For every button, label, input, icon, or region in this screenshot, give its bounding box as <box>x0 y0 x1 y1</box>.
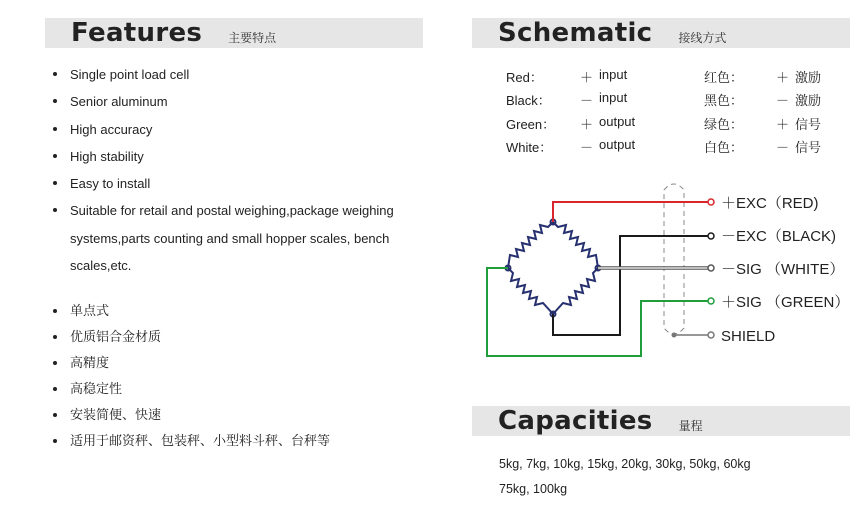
wire-black <box>553 236 709 335</box>
legend-role-cn: 信号 <box>795 140 822 155</box>
terminal-exc-minus-icon <box>708 233 714 239</box>
capacities-values <box>499 452 839 502</box>
capacities-title: Capacities <box>498 406 653 436</box>
legend-role-cn: 激励 <box>795 93 822 108</box>
bullet-icon <box>53 208 57 212</box>
legend-sign: ＋ <box>580 70 594 85</box>
schematic-header <box>472 18 850 48</box>
list-item: Senior aluminum <box>52 88 412 115</box>
terminal-sig-plus-icon <box>708 298 714 304</box>
bullet-icon <box>53 72 57 76</box>
features-subtitle: 主要特点 <box>228 31 277 45</box>
resistor-top-left <box>508 222 553 268</box>
legend-color-cn: 红色： <box>704 70 744 85</box>
list-item: 适用于邮资秤、包装秤、小型料斗秤、台秤等 <box>52 428 330 454</box>
list-item: 高精度 <box>52 350 330 376</box>
legend-sign-cn: － <box>776 93 790 108</box>
wire-label-sig-minus: －SIG （WHITE） <box>721 261 845 278</box>
resistor-bottom-right <box>553 268 598 314</box>
list-item: 优质铝合金材质 <box>52 324 330 350</box>
list-item: Easy to install <box>52 170 412 197</box>
terminal-shield-icon <box>708 332 714 338</box>
resistor-bottom-left <box>508 268 553 314</box>
bullet-icon <box>53 361 57 365</box>
features-list-en <box>52 61 412 279</box>
capacities-line-1: 5kg, 7kg, 10kg, 15kg, 20kg, 30kg, 50kg, 60kg <box>499 457 751 471</box>
bullet-icon <box>53 309 57 313</box>
list-item: 安装简便、快速 <box>52 402 330 428</box>
list-item: Single point load cell <box>52 61 412 88</box>
legend-sign-cn: ＋ <box>776 117 790 132</box>
bullet-icon <box>53 387 57 391</box>
bullet-icon <box>53 439 57 443</box>
wire-label-exc-plus: ＋EXC（RED) <box>721 195 819 212</box>
capacities-header <box>472 406 850 436</box>
legend-color-cn: 绿色： <box>704 117 744 132</box>
bullet-icon <box>53 413 57 417</box>
capacities-subtitle: 量程 <box>678 419 703 433</box>
legend-color: Green： <box>506 117 556 132</box>
legend-color: Black： <box>506 93 551 108</box>
bullet-icon <box>53 99 57 103</box>
legend-sign: － <box>580 93 594 108</box>
wire-label-sig-plus: ＋SIG （GREEN） <box>721 294 850 311</box>
legend-role: input <box>599 90 628 105</box>
bullet-icon <box>53 335 57 339</box>
legend-role-cn: 激励 <box>795 70 822 85</box>
list-item: Suitable for retail and postal weighing,package weighing systems,parts counting and small hopper scales, bench scales,etc. <box>52 197 412 279</box>
bullet-icon <box>53 127 57 131</box>
legend-sign-cn: ＋ <box>776 70 790 85</box>
legend-role-cn: 信号 <box>795 117 822 132</box>
resistor-top-right <box>553 222 598 268</box>
schematic-subtitle: 接线方式 <box>678 31 727 45</box>
list-item: 单点式 <box>52 298 330 324</box>
legend-color-cn: 黑色： <box>704 93 744 108</box>
terminal-sig-minus-icon <box>708 265 714 271</box>
bullet-icon <box>53 181 57 185</box>
list-item: High accuracy <box>52 116 412 143</box>
bullet-icon <box>53 154 57 158</box>
features-title: Features <box>71 18 203 48</box>
wheatstone-bridge <box>506 220 601 317</box>
features-header <box>45 18 423 48</box>
list-item: High stability <box>52 143 412 170</box>
features-list-cn <box>52 298 330 454</box>
wire-label-exc-minus: －EXC（BLACK) <box>721 228 837 245</box>
legend-sign: ＋ <box>580 117 594 132</box>
schematic-title: Schematic <box>498 18 653 48</box>
legend-role: input <box>599 67 628 82</box>
legend-role: output <box>599 114 636 129</box>
legend-role: output <box>599 137 636 152</box>
shield-junction-dot <box>672 333 677 338</box>
list-item: 高稳定性 <box>52 376 330 402</box>
terminal-exc-plus-icon <box>708 199 714 205</box>
wire-label-shield: SHIELD <box>721 328 776 345</box>
legend-color-cn: 白色： <box>704 140 744 155</box>
legend-color: Red： <box>506 70 543 85</box>
wiring-diagram <box>472 170 864 366</box>
wire-red <box>553 202 709 222</box>
wire-green <box>487 268 709 356</box>
capacities-line-2: 75kg, 100kg <box>499 482 568 496</box>
legend-color: White： <box>506 140 553 155</box>
legend-sign: － <box>580 140 594 155</box>
legend-sign-cn: － <box>776 140 790 155</box>
cable-shield-outline <box>664 184 684 334</box>
